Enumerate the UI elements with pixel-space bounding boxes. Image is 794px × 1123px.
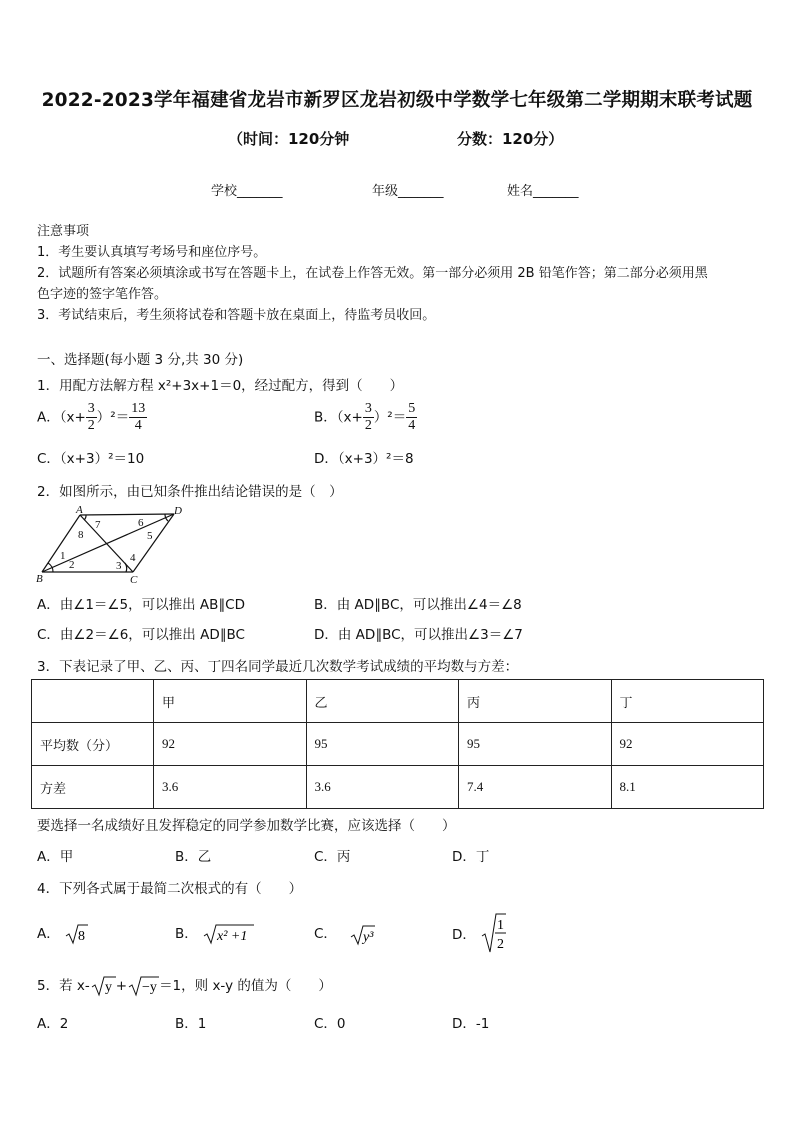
q5-stem: 5．若 x- y + −y ＝1，则 x-y 的值为（ ） (37, 974, 332, 997)
svg-text:−y: −y (142, 980, 157, 995)
label-7: 7 (95, 519, 101, 531)
note-3: 3．考试结束后，考生须将试卷和答题卡放在桌面上，待监考员收回。 (37, 308, 436, 323)
q3-option-c: C．丙 (314, 849, 351, 865)
name-field: 姓名_______ (507, 184, 579, 199)
notes-heading: 注意事项 (37, 224, 90, 239)
label-1: 1 (60, 550, 66, 562)
q3-follow: 要选择一名成绩好且发挥稳定的同学参加数学比赛，应该选择（ ） (37, 818, 456, 834)
svg-text:y³: y³ (363, 930, 374, 945)
parallelogram-figure (34, 503, 184, 585)
segment-ad (80, 514, 174, 515)
table-row (32, 766, 764, 809)
table-cell: 方差 (32, 766, 154, 809)
q5-option-b: B．1 (175, 1016, 207, 1032)
note-2-cont: 色字迹的签字笔作答。 (37, 287, 168, 302)
q2-option-d: D．由 AD∥BC，可以推出∠3＝∠7 (314, 627, 523, 643)
section1-heading: 一、选择题(每小题 3 分,共 30 分) (37, 352, 244, 368)
table-cell: 乙 (306, 680, 459, 723)
label-6: 6 (138, 517, 144, 529)
q3-option-b: B．乙 (175, 849, 212, 865)
table-header-row (32, 680, 764, 723)
q4-option-b: B． x² +1 (175, 922, 254, 945)
angle-arc (48, 563, 53, 572)
q5-option-a: A．2 (37, 1016, 69, 1032)
exam-score: 分数：120分） (457, 130, 564, 148)
table-cell: 92 (154, 723, 307, 766)
angle-arc (84, 515, 86, 520)
score-table (31, 679, 764, 809)
table-cell: 95 (306, 723, 459, 766)
grade-field: 年级_______ (372, 184, 444, 199)
sqrt-icon (90, 975, 116, 997)
table-cell: 3.6 (306, 766, 459, 809)
table-row (32, 723, 764, 766)
table-cell: 丙 (459, 680, 612, 723)
table-cell: 92 (611, 723, 764, 766)
table-cell: 7.4 (459, 766, 612, 809)
label-a: A (76, 504, 83, 516)
exam-time: （时间：120分钟 (228, 130, 350, 148)
label-5: 5 (147, 530, 153, 542)
note-2: 2．试题所有答案必须填涂或书写在答题卡上，在试卷上作答无效。第一部分必须用 2B 铅笔作答；第二部分必须用黑 (37, 266, 708, 281)
q2-option-c: C．由∠2＝∠6，可以推出 AD∥BC (37, 627, 245, 643)
label-d: D (174, 505, 182, 517)
sqrt-icon (480, 912, 506, 954)
label-c: C (130, 574, 138, 585)
q4-stem: 4．下列各式属于最简二次根式的有（ ） (37, 881, 303, 897)
q3-option-a: A．甲 (37, 849, 74, 865)
svg-text:8: 8 (78, 929, 86, 944)
q1-option-d: D．（x+3）²＝8 (314, 451, 414, 467)
svg-text:y: y (104, 980, 112, 995)
svg-text:2: 2 (497, 937, 505, 952)
sqrt-icon (64, 923, 88, 945)
q2-option-a: A．由∠1＝∠5，可以推出 AB∥CD (37, 597, 245, 613)
label-8: 8 (78, 529, 84, 541)
table-cell: 丁 (611, 680, 764, 723)
q1-option-a: A．（x+ $\frac{3}{2}$ ）²＝ $\frac{13}{4}$ (37, 401, 146, 433)
q5-option-d: D．-1 (452, 1016, 490, 1032)
label-b: B (36, 573, 43, 585)
q5-option-c: C．0 (314, 1016, 346, 1032)
q3-option-d: D．丁 (452, 849, 490, 865)
table-cell: 8.1 (611, 766, 764, 809)
table-cell: 甲 (154, 680, 307, 723)
label-2: 2 (69, 559, 75, 571)
angle-arc (125, 563, 127, 572)
table-cell: 3.6 (154, 766, 307, 809)
exam-title: 2022-2023学年福建省龙岩市新罗区龙岩初级中学数学七年级第二学期期末联考试题 (41, 90, 753, 111)
q3-stem: 3．下表记录了甲、乙、丙、丁四名同学最近几次数学考试成绩的平均数与方差： (37, 659, 519, 675)
q1-option-b: B．（x+ $\frac{3}{2}$ ）²＝ $\frac{5}{4}$ (314, 401, 416, 433)
q2-stem: 2．如图所示，由已知条件推出结论错误的是（ ） (37, 484, 343, 500)
q1-option-c: C．（x+3）²＝10 (37, 451, 145, 467)
sqrt-icon (202, 923, 254, 945)
q4-option-a: A． 8 (37, 922, 88, 945)
note-1: 1．考生要认真填写考场号和座位序号。 (37, 245, 267, 260)
table-cell (32, 680, 154, 723)
label-3: 3 (116, 560, 122, 572)
school-field: 学校_______ (211, 184, 283, 199)
q4-option-d: D． 1 2 (452, 912, 506, 954)
svg-text:x² +1: x² +1 (217, 929, 248, 944)
q4-option-c: C． y³ (314, 922, 375, 946)
q2-option-b: B．由 AD∥BC，可以推出∠4＝∠8 (314, 597, 522, 613)
sqrt-icon (127, 975, 159, 997)
table-cell: 95 (459, 723, 612, 766)
table-cell: 平均数（分） (32, 723, 154, 766)
sqrt-icon (341, 922, 375, 946)
q1-stem: 1．用配方法解方程 x²+3x+1＝0，经过配方，得到（ ） (37, 378, 404, 394)
label-4: 4 (130, 552, 136, 564)
svg-text:1: 1 (497, 918, 505, 933)
